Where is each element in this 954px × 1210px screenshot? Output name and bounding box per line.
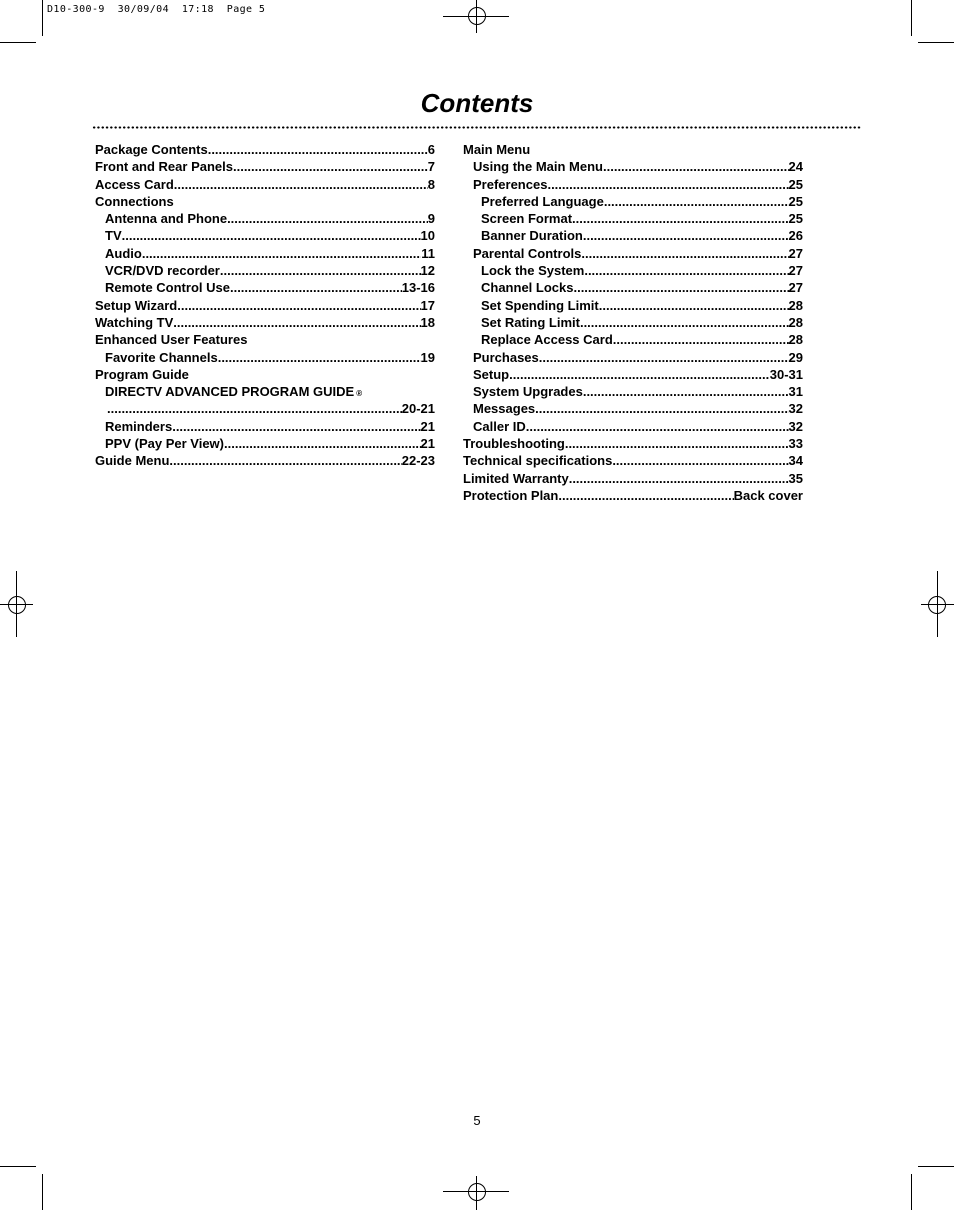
toc-entry[interactable] — [95, 141, 435, 158]
toc-entry-page: 27 — [788, 245, 803, 261]
toc-entry[interactable] — [463, 383, 803, 400]
toc-entry-label: Set Spending Limit — [481, 297, 599, 313]
toc-entry[interactable] — [463, 227, 803, 244]
toc-entry-page: 27 — [788, 263, 803, 279]
dot-leader — [581, 245, 788, 262]
dot-leader — [603, 158, 789, 175]
dot-leader — [169, 452, 401, 469]
toc-entry[interactable] — [95, 227, 435, 244]
toc-entry-page: Back cover — [733, 487, 803, 503]
toc-entry-label: Enhanced User Features — [95, 332, 248, 348]
toc-entry-page: 27 — [788, 280, 803, 296]
dot-leader — [142, 245, 421, 262]
dot-leader — [612, 452, 788, 469]
toc-entry-label: Audio — [105, 245, 142, 261]
toc-entry-label: Front and Rear Panels — [95, 159, 233, 175]
toc-entry[interactable] — [463, 331, 803, 348]
toc-entry[interactable] — [95, 279, 435, 296]
toc-section-heading — [95, 193, 435, 210]
toc-entry-page: 17 — [420, 297, 435, 313]
dot-leader — [535, 400, 788, 417]
dot-leader — [599, 297, 789, 314]
toc-entry-label: Guide Menu — [95, 453, 170, 469]
dot-leader — [122, 227, 421, 244]
dot-leader — [526, 418, 789, 435]
toc-entry-page: 7 — [427, 159, 435, 175]
dot-leader — [227, 210, 428, 227]
toc-entry[interactable] — [95, 210, 435, 227]
dot-leader — [565, 435, 789, 452]
toc-entry-label: Main Menu — [463, 142, 531, 157]
toc-entry-page: 30-31 — [769, 366, 803, 382]
page-number: 5 — [473, 1113, 481, 1128]
toc-entry-page: 9 — [427, 211, 435, 227]
dot-leader — [569, 470, 789, 487]
toc-entry-label: Banner Duration — [481, 228, 583, 244]
toc-entry-page: 26 — [788, 228, 803, 244]
toc-entry-label: Messages — [473, 401, 536, 417]
toc-entry-page: 25 — [788, 211, 803, 227]
toc-entry[interactable] — [463, 349, 803, 366]
toc-entry-label: Lock the System — [481, 263, 585, 279]
toc-entry-page: 25 — [788, 193, 803, 209]
toc-entry-label: Reminders — [105, 418, 173, 434]
toc-entry-page: 22-23 — [401, 453, 435, 469]
toc-entry-label: Technical specifications — [463, 453, 613, 469]
dotted-divider — [92, 126, 862, 129]
toc-entry[interactable] — [463, 470, 803, 487]
toc-entry-page: 34 — [788, 453, 803, 469]
toc-entry-page: 28 — [788, 332, 803, 348]
toc-entry[interactable] — [95, 400, 435, 417]
toc-entry-label: Purchases — [473, 349, 539, 365]
toc-entry[interactable] — [463, 262, 803, 279]
dot-leader — [613, 331, 789, 348]
toc-entry[interactable] — [95, 452, 435, 469]
toc-entry-page: 32 — [788, 418, 803, 434]
dot-leader — [573, 279, 788, 296]
page-title: Contents — [420, 88, 534, 118]
toc-entry-label: Preferences — [473, 176, 548, 192]
toc-entry-page: 24 — [788, 159, 803, 175]
dot-leader — [604, 193, 789, 210]
toc-right-column — [463, 141, 803, 504]
toc-entry-page: 13-16 — [401, 280, 435, 296]
toc-entry-page: 19 — [420, 349, 435, 365]
toc-entry-page: 31 — [788, 384, 803, 400]
toc-entry[interactable] — [463, 418, 803, 435]
toc-entry-label: Preferred Language — [481, 193, 604, 209]
toc-entry[interactable] — [463, 487, 803, 504]
toc-section-heading — [463, 141, 803, 158]
toc-entry[interactable] — [463, 279, 803, 296]
toc-entry[interactable] — [463, 245, 803, 262]
toc-entry-label: Setup — [473, 366, 510, 382]
dot-leader — [172, 418, 420, 435]
toc-entry-page: 28 — [788, 314, 803, 330]
toc-entry-page: 32 — [788, 401, 803, 417]
toc-entry-label: Favorite Channels — [105, 349, 218, 365]
toc-entry-page: 11 — [421, 245, 435, 261]
toc-entry-label: System Upgrades — [473, 384, 583, 400]
dot-leader — [174, 176, 428, 193]
toc-entry-page: 8 — [427, 176, 435, 192]
toc-entry[interactable] — [463, 210, 803, 227]
toc-entry-label: Parental Controls — [473, 245, 582, 261]
dot-leader — [558, 487, 733, 504]
toc-entry-page: 33 — [788, 436, 803, 452]
dot-leader — [583, 383, 789, 400]
toc-entry[interactable] — [95, 297, 435, 314]
toc-entry-page: 12 — [420, 263, 435, 279]
toc-left-column — [95, 141, 435, 470]
toc-entry[interactable] — [95, 349, 435, 366]
dot-leader — [583, 227, 789, 244]
toc-entry-label: Protection Plan — [463, 487, 559, 503]
toc-entry[interactable] — [95, 435, 435, 452]
toc-entry[interactable] — [95, 262, 435, 279]
toc-section-heading: DIRECTV ADVANCED PROGRAM GUIDE ® — [105, 384, 363, 400]
toc-entry-label: Antenna and Phone — [105, 211, 228, 227]
toc-entry-label: Using the Main Menu — [473, 159, 603, 175]
dot-leader — [584, 262, 788, 279]
toc-entry[interactable] — [463, 366, 803, 383]
toc-entry-page: 10 — [420, 228, 435, 244]
toc-entry-label: DIRECTV ADVANCED PROGRAM GUIDE — [105, 384, 355, 400]
toc-entry-label: Channel Locks — [481, 280, 574, 296]
dot-leader — [233, 158, 428, 175]
toc-entry[interactable] — [463, 435, 803, 452]
dot-leader — [208, 141, 428, 158]
toc-entry[interactable] — [463, 158, 803, 175]
toc-entry-label: Troubleshooting — [463, 436, 565, 452]
dot-leader — [177, 297, 420, 314]
toc-section-heading — [95, 331, 435, 348]
toc-entry[interactable] — [463, 176, 803, 193]
toc-entry-page: 18 — [420, 314, 435, 330]
print-slug: D10-300-9 30/09/04 17:18 Page 5 — [47, 4, 266, 15]
toc-entry-label: PPV (Pay Per View) — [105, 436, 224, 452]
toc-entry-page: 21 — [420, 418, 435, 434]
toc-entry-page: 28 — [788, 297, 803, 313]
dot-leader — [547, 176, 788, 193]
toc-entry-page: 35 — [788, 470, 803, 486]
toc-entry-page: 6 — [427, 142, 435, 157]
toc-entry-label: Watching TV — [95, 314, 174, 330]
toc-entry-page: 29 — [788, 349, 803, 365]
toc-entry-label: Limited Warranty — [463, 470, 569, 486]
dot-leader — [107, 400, 402, 417]
toc-entry-label: Program Guide — [95, 366, 189, 382]
toc-entry-page: 25 — [788, 176, 803, 192]
toc-entry[interactable] — [95, 158, 435, 175]
dot-leader — [230, 279, 402, 296]
dot-leader — [224, 435, 421, 452]
toc-entry-label: Package Contents — [95, 142, 208, 157]
toc-entry[interactable] — [463, 400, 803, 417]
toc-entry-page: 20-21 — [401, 401, 435, 417]
toc-entry-label: Replace Access Card — [481, 332, 613, 348]
toc-entry[interactable] — [95, 418, 435, 435]
dot-leader — [218, 349, 421, 366]
toc-entry[interactable] — [463, 452, 803, 469]
dot-leader — [173, 314, 420, 331]
toc-entry-page: 21 — [420, 436, 435, 452]
dot-leader — [580, 314, 789, 331]
dot-leader — [509, 366, 770, 383]
toc-entry[interactable] — [95, 176, 435, 193]
toc-entry-label: Remote Control Use — [105, 280, 230, 296]
toc-entry-label: Set Rating Limit — [481, 314, 580, 330]
toc-entry-label: Caller ID — [473, 418, 526, 434]
toc-entry-label: Connections — [95, 193, 174, 209]
toc-entry[interactable] — [463, 314, 803, 331]
toc-entry-label: VCR/DVD recorder — [105, 263, 220, 279]
dot-leader — [220, 262, 421, 279]
toc-entry-label: Setup Wizard — [95, 297, 178, 313]
toc-entry-label: TV — [105, 228, 122, 244]
dot-leader — [572, 210, 788, 227]
dot-leader — [539, 349, 789, 366]
toc-entry-label: Access Card — [95, 176, 174, 192]
toc-entry[interactable] — [95, 314, 435, 331]
toc-entry[interactable] — [95, 245, 435, 262]
toc-section-heading — [95, 366, 435, 383]
toc-entry[interactable] — [463, 193, 803, 210]
toc-entry[interactable] — [463, 297, 803, 314]
toc-entry-label: Screen Format — [481, 211, 573, 227]
